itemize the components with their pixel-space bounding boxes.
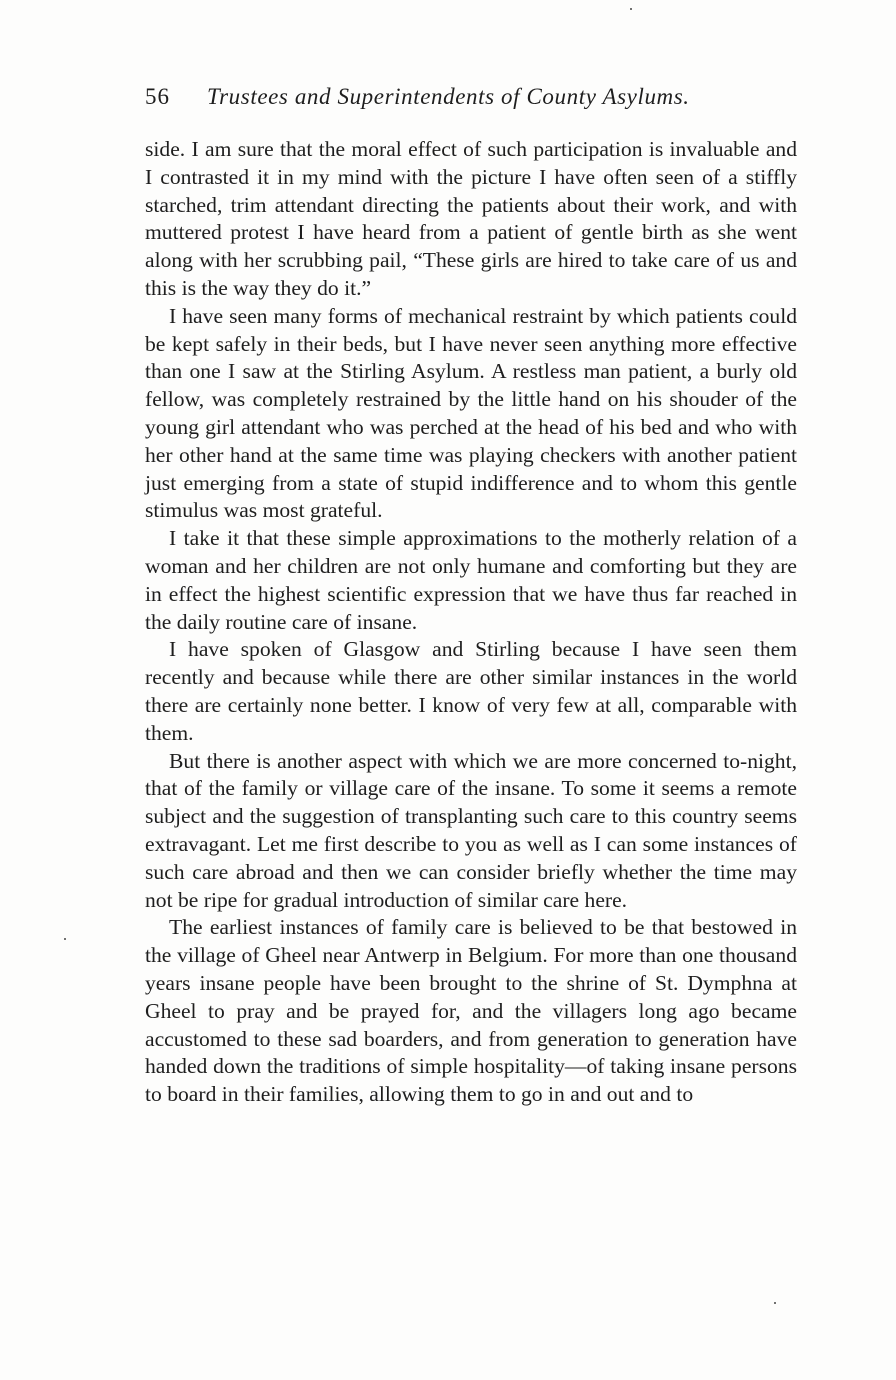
running-head [145, 80, 795, 114]
paragraph-6: The earliest instances of family care is believed to be that bestowed in the village of Gheel near Antwerp in Belgium. For more than one thousand years insane people have been brought to the shrine of St. Dymphna at Gheel to pray and be prayed for, and the villagers long ago became accustomed to these sad boarders, and from generation to generation have handed down the traditions of simple hospitality—of taking insane persons to board in their families, allowing them to go in and out and to [145, 915, 797, 1107]
paragraph-3: I take it that these simple approximations to the motherly relation of a woman and her children are not only humane and comforting but they are in effect the highest scientific expression that we have thus far reached in the daily routine care of insane. [145, 526, 797, 634]
paragraph-1: side. I am sure that the moral effect of such participation is invaluable and I contrasted it in my mind with the picture I have often seen of a stiffly starched, trim attendant directing the patients about their work, and with muttered protest I have heard from a patient of gentle birth as she went along with her scrubbing pail, “These girls are hired to take care of us and this is the way they do it.” [145, 137, 797, 300]
paragraph-5: But there is another aspect with which we are more concerned to-night, that of the family or village care of the insane. To some it seems a remote subject and the suggestion of transplanting such care to this country seems extravagant. Let me first describe to you as well as I can some instances of such care abroad and then we can consider briefly whether the time may not be ripe for gradual introduction of similar care here. [145, 748, 797, 912]
body-text [145, 136, 797, 1109]
scan-speck [64, 938, 66, 940]
scan-speck [630, 8, 632, 10]
paragraph-2: I have seen many forms of mechanical restraint by which patients could be kept safely in their beds, but I have never seen anything more effective than one I saw at the Stirling Asylum. A restless man patient, a burly old fellow, was completely restrained by the little hand on his shouder of the young girl attendant who was perched at the head of his bed and who with her other hand at the same time was playing checkers with another patient just emerging from a state of stupid indifference and to whom this gentle stimulus was most grateful. [145, 303, 797, 523]
running-title: Trustees and Superintendents of County Asylums. [207, 84, 690, 109]
scan-speck [774, 1302, 776, 1304]
paragraph-4: I have spoken of Glasgow and Stirling because I have seen them recently and because while there are other similar instances in the world there are certainly none better. I know of very few at all, comparable with them. [145, 637, 797, 745]
page-number: 56 [145, 84, 170, 109]
